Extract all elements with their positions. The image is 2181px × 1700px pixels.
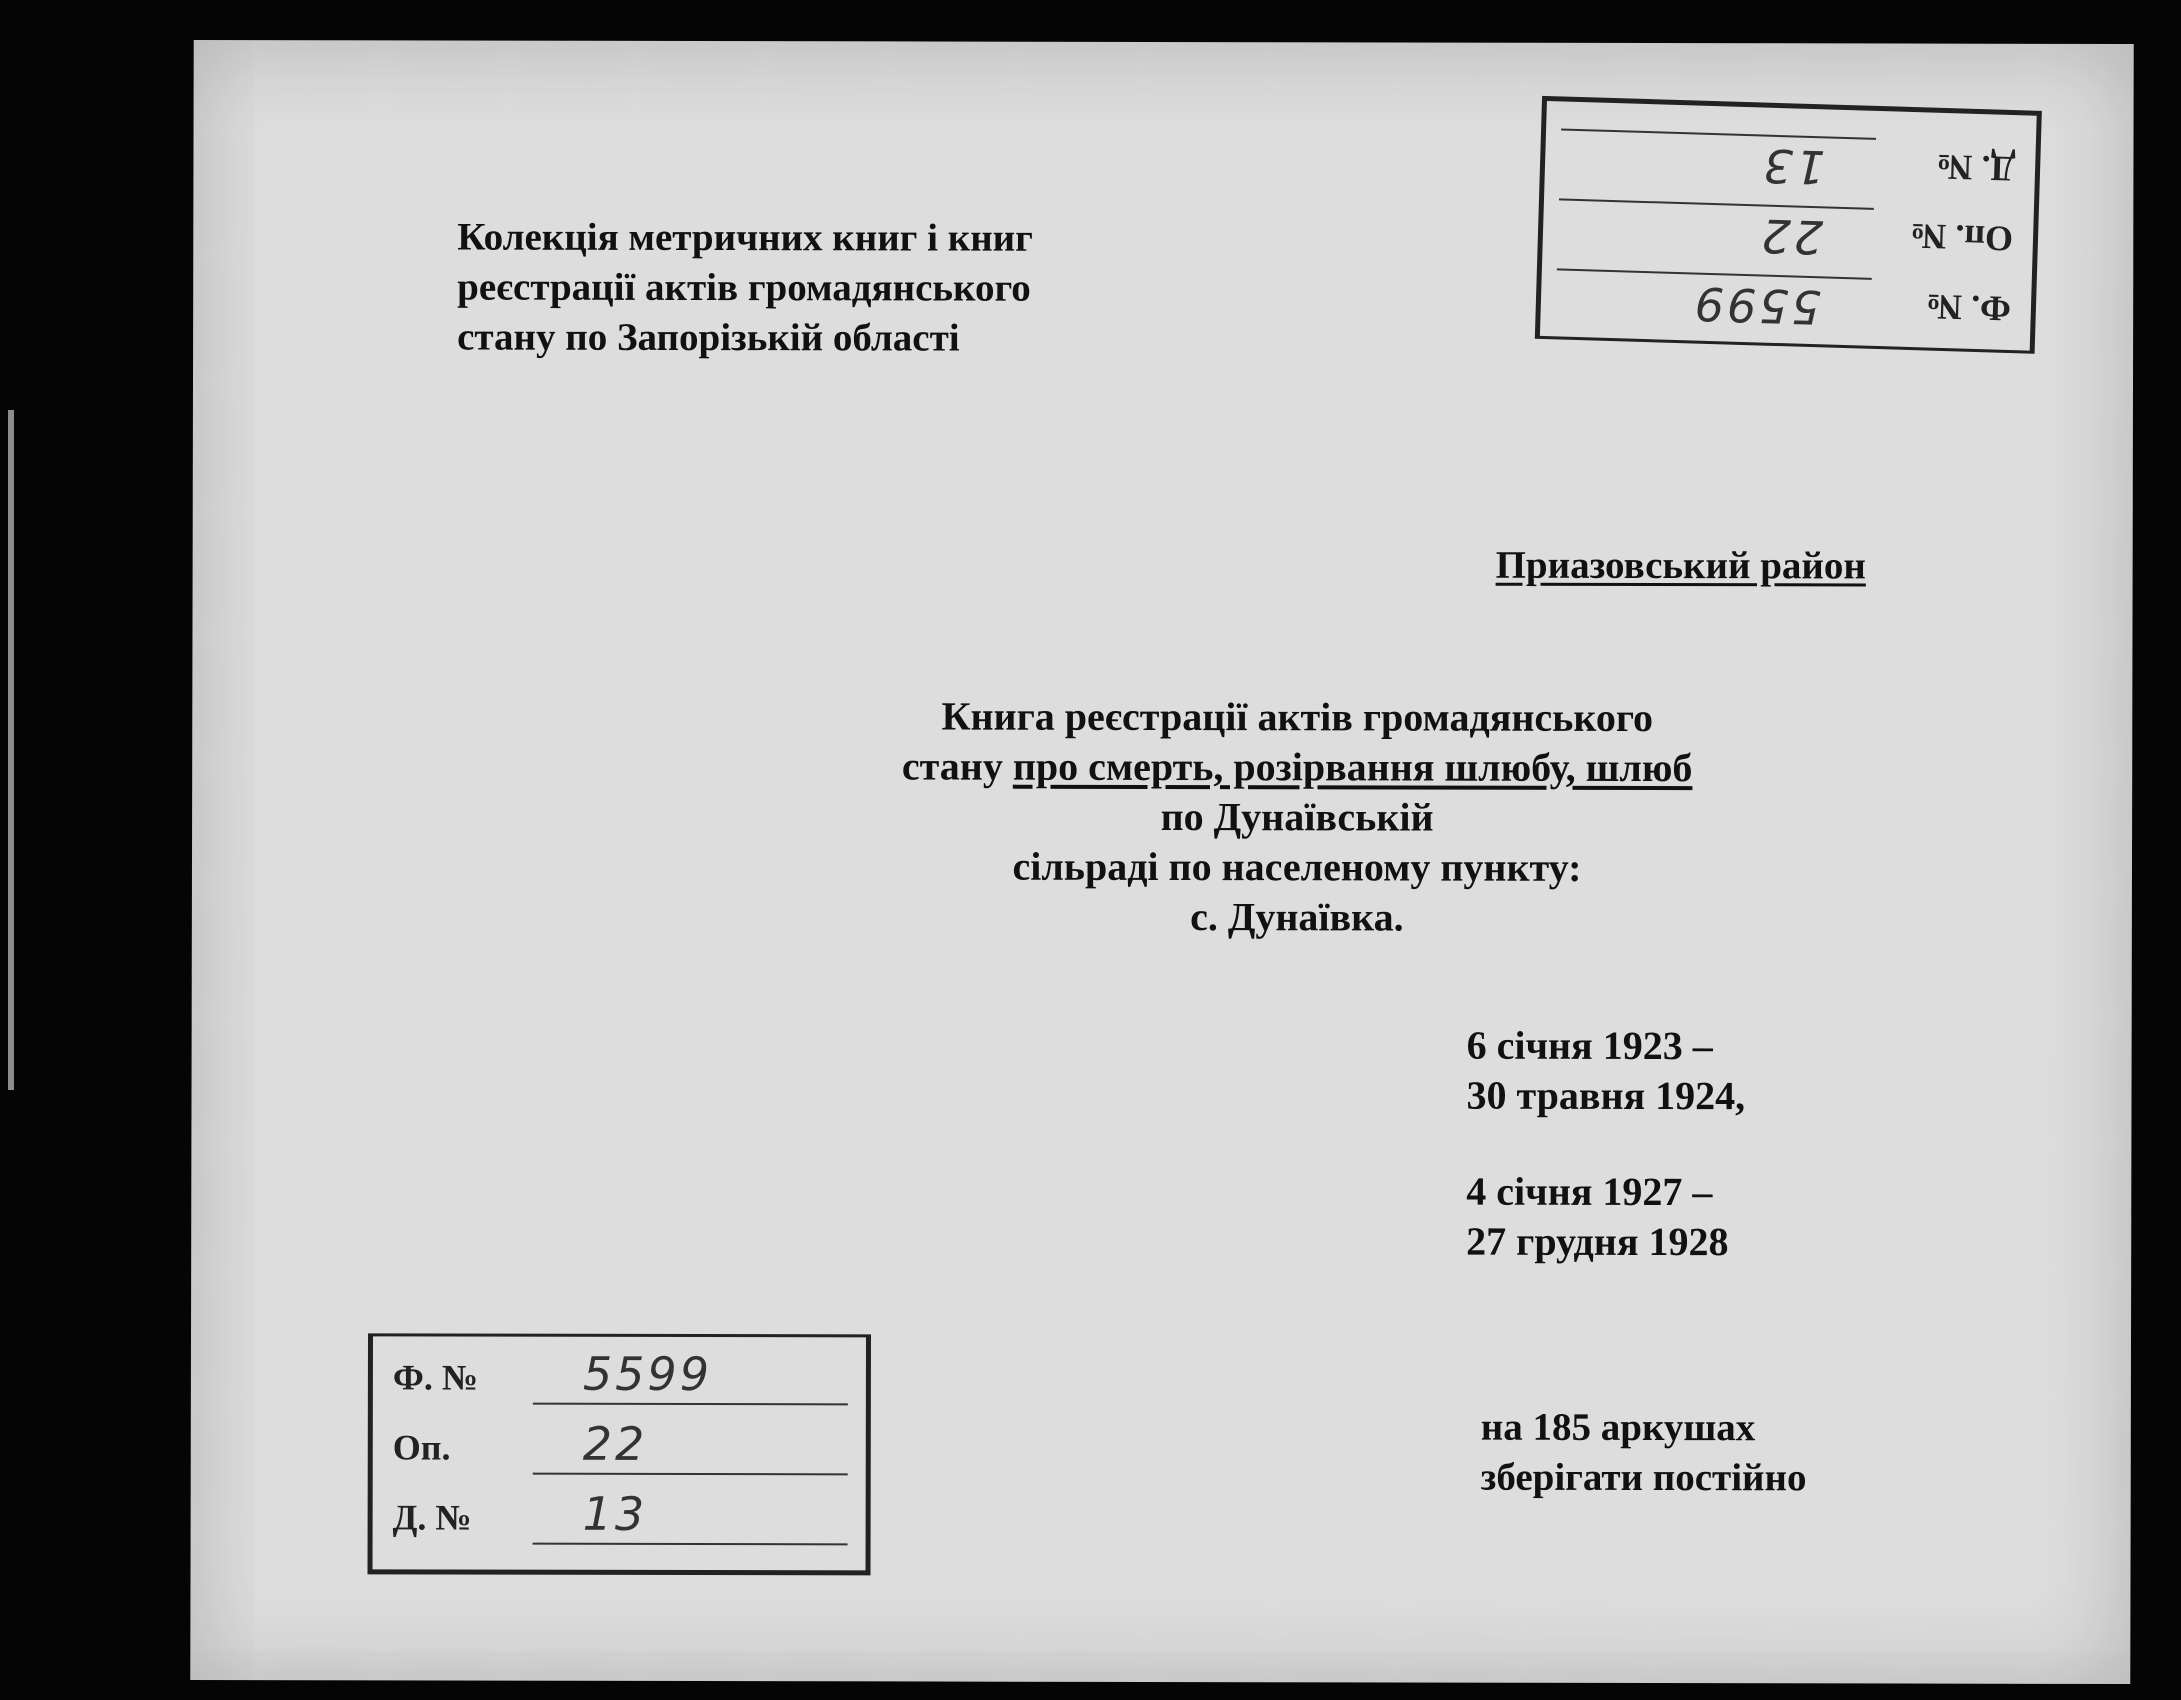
stamp-fond-value: 5599 [582,1346,713,1402]
retention-note: зберігати постійно [1480,1455,1807,1500]
stamp-opys-label: Оп. [392,1427,451,1468]
date-range-2-end: 27 грудня 1928 [1466,1218,1729,1265]
scan-edge-mark [8,410,14,1090]
stamp-sprava-row [393,1486,848,1547]
stamp-top-opys-row [1557,196,2014,270]
book-record-types: про смерть, розірвання шлюбу, шлюб [1012,743,1693,791]
stamp-top-sprava-value: 13 [1759,138,1826,195]
date-range-1-start: 6 січня 1923 – [1466,1022,1713,1069]
collection-title-line-1: Колекція метричних книг і книг [457,215,1033,260]
stamp-opys-row [393,1416,848,1477]
stamp-fond-line [533,1403,848,1406]
date-range-2-start: 4 січня 1927 – [1466,1168,1713,1215]
archive-stamp-top-inverted [1535,96,2042,354]
stamp-top-sprava-row [1559,126,2016,200]
collection-title [457,213,1033,364]
date-ranges [1466,1021,1745,1268]
book-line-3: по Дунаївській [1160,793,1434,840]
stamp-fond-label: Ф. № [392,1357,479,1398]
collection-title-line-2: реєстрації актів громадянського [457,265,1031,310]
stamp-top-opys-value: 22 [1757,208,1824,265]
book-line-2 [732,741,1862,793]
stamp-opys-line [533,1473,848,1476]
stamp-top-sprava-line [1561,128,1876,139]
stamp-top-fond-value: 5599 [1691,276,1822,335]
stamp-top-sprava-label: Д. № [1935,146,2016,190]
sheet-count: на 185 аркушах [1480,1405,1756,1450]
book-line-2-prefix: стану [901,743,1013,789]
book-description [732,691,1863,943]
stamp-sprava-line [533,1543,848,1546]
stamp-opys-value: 22 [582,1416,648,1471]
stamp-top-fond-label: Ф. № [1925,286,2012,330]
archive-cover-sheet [190,40,2133,1684]
date-gap [1466,1121,1745,1168]
stamp-sprava-value: 13 [582,1486,648,1541]
collection-title-line-3: стану по Запорізькій області [457,315,960,360]
stamp-fond-row [393,1346,848,1407]
district-name: Приазовський район [1495,543,1866,588]
date-range-1-end: 30 травня 1924, [1466,1072,1746,1119]
archive-stamp-bottom [368,1333,872,1575]
book-line-4: сільраді по населеному пункту: [1012,843,1582,890]
stamp-top-opys-line [1559,198,1874,209]
stamp-sprava-label: Д. № [392,1497,472,1538]
stamp-top-opys-label: Оп. № [1909,215,2014,260]
book-line-5: с. Дунаївка. [1190,894,1404,940]
sheets-info [1481,1403,1807,1504]
stamp-top-fond-row [1555,266,2012,340]
book-line-1: Книга реєстрації актів громадянського [941,693,1654,741]
